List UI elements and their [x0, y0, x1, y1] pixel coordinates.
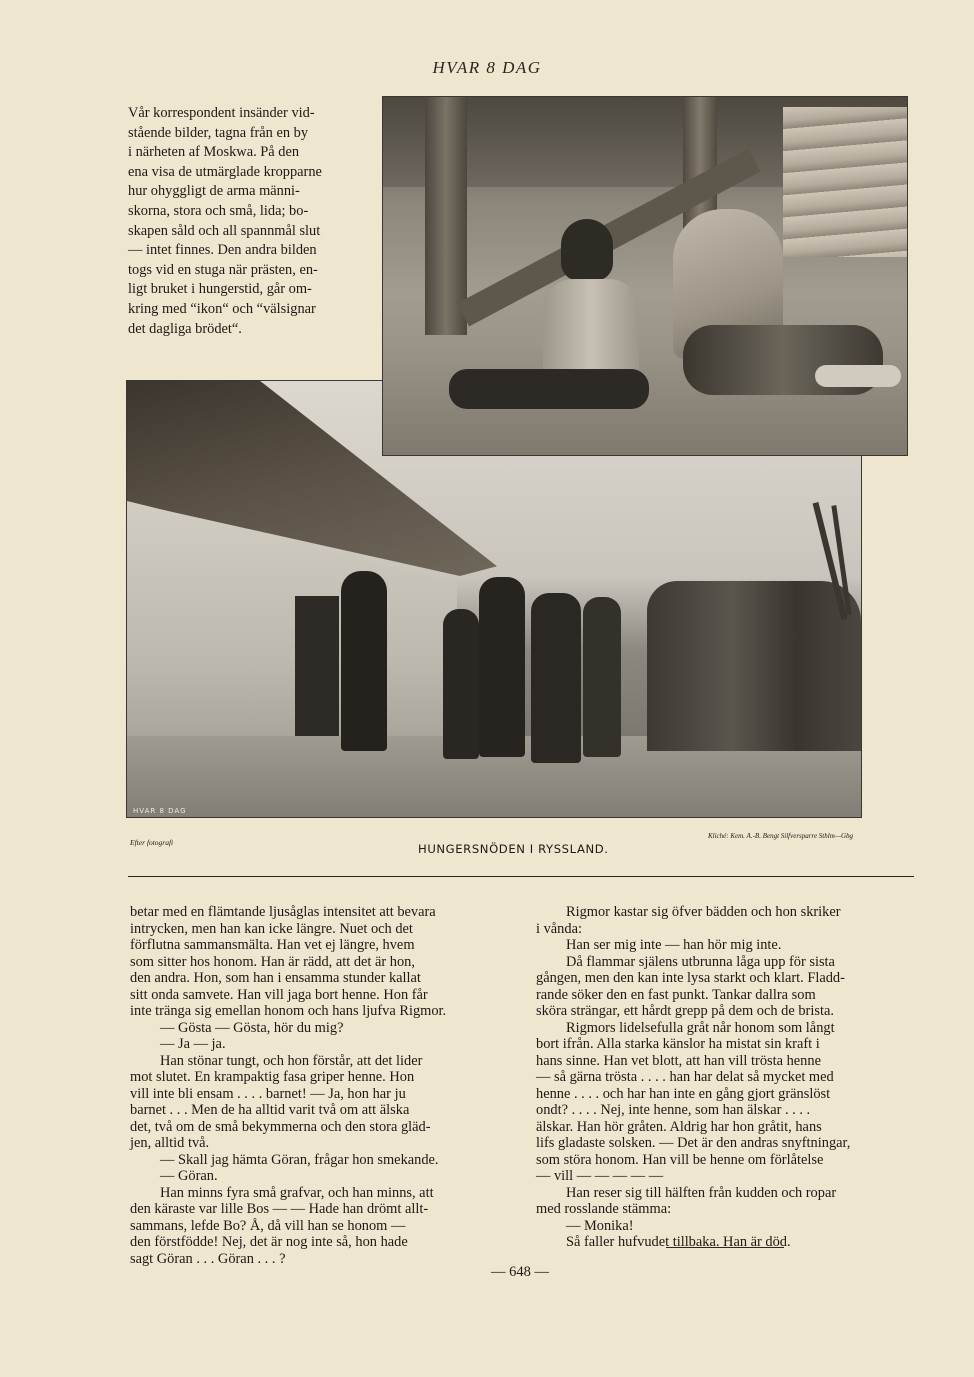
text-line: älskar. Han hör gråten. Aldrig har hon gråtit, hans: [536, 1118, 822, 1135]
text-line: som störa honom. Han vill be henne om förlåtelse: [536, 1151, 824, 1168]
text-line: sagt Göran . . . Göran . . . ?: [130, 1250, 286, 1267]
intro-text: [128, 104, 364, 339]
text-line: rande söker den en fast punkt. Tankar dallra som: [536, 986, 816, 1003]
section-divider: [128, 876, 914, 877]
text-line: hans sinne. Han vet blott, att han vill trösta henne: [536, 1052, 821, 1069]
text-line: det, två om de små bekymmerna och den stora gläd-: [130, 1118, 431, 1135]
text-line: lifs gladaste solsken. — Det är den andras snyftningar,: [536, 1135, 851, 1151]
text-line: — Monika!: [566, 1217, 634, 1234]
text-line: sköra strängar, ett hårdt grepp på dem och de brista.: [536, 1003, 834, 1019]
text-line: — så gärna trösta . . . . han har delat så mycket med: [536, 1069, 834, 1085]
intro-line: togs vid en stuga när prästen, en-: [128, 261, 318, 278]
figure-caption: HUNGERSNÖDEN I RYSSLAND.: [418, 842, 609, 856]
text-line: bort ifrån. Alla starka känslor ha mistat sin kraft i: [536, 1036, 820, 1052]
intro-line: hur ohyggligt de arma männi-: [128, 183, 300, 200]
text-line: Han minns fyra små grafvar, och han minns, att: [160, 1184, 434, 1201]
text-line: — Göran.: [160, 1168, 218, 1184]
text-line: Rigmors lidelsefulla gråt når honom som långt: [566, 1019, 835, 1036]
intro-line: stående bilder, tagna från en by: [128, 124, 309, 141]
text-line: Då flammar själens utbrunna låga upp för sista: [566, 953, 835, 970]
text-line: intrycken, men han kan icke längre. Nuet och det: [130, 920, 413, 937]
text-line: den andra. Hon, som han i ensamma stunder kallat: [130, 970, 421, 986]
left-text-column: [130, 904, 504, 1267]
text-line: sitt onda samvete. Han vill jaga bort henne. Hon får: [130, 986, 428, 1003]
text-line: den förstfödde! Nej, det är nog inte så, hon hade: [130, 1234, 408, 1250]
text-line: — Skall jag hämta Göran, frågar hon smekande.: [160, 1151, 439, 1168]
text-line: — Gösta — Gösta, hör du mig?: [160, 1019, 344, 1036]
text-line: henne . . . . och har han inte en gång gjort gränslöst: [536, 1085, 831, 1102]
text-line: mot slutet. En krampaktig fasa griper henne. Hon: [130, 1069, 415, 1085]
text-line: i vånda:: [536, 920, 582, 937]
text-line: Han stönar tungt, och hon förstår, att det lider: [160, 1052, 423, 1069]
text-line: jen, alltid två.: [130, 1135, 210, 1151]
photo-watermark: HVAR 8 DAG: [133, 807, 187, 815]
page-number: — 648 —: [491, 1264, 549, 1280]
text-line: sammans, lefde Bo? Å, då vill han se honom —: [130, 1217, 406, 1234]
text-line: — vill — — — — —: [536, 1168, 664, 1184]
intro-line: skapen såld och all spannmål slut: [128, 222, 321, 239]
starving-family-photo: [382, 96, 908, 456]
text-line: den käraste var lille Bos — — Hade han drömt allt-: [130, 1201, 429, 1217]
intro-line: i närheten af Moskwa. På den: [128, 144, 300, 161]
text-line: Rigmor kastar sig öfver bädden och hon skriker: [566, 904, 841, 920]
text-line: gången, men den kan inte lysa starkt och klart. Fladd-: [536, 970, 845, 986]
photo-credit: Efter fotografi: [130, 838, 174, 847]
text-line: Så faller hufvudet tillbaka. Han är död.: [566, 1234, 791, 1250]
engraving-credit: Kliché: Kem. A.-B. Bengt Silfversparre Sthlm—Gbg: [708, 832, 854, 840]
intro-line: det dagliga brödet“.: [128, 320, 242, 337]
text-line: Han ser mig inte — han hör mig inte.: [566, 937, 782, 953]
text-line: ondt? . . . . Nej, inte henne, som han älskar . . . .: [536, 1102, 811, 1118]
intro-line: ligt bruket i hungerstid, går om-: [128, 281, 312, 298]
text-line: — Ja — ja.: [160, 1036, 226, 1052]
intro-line: — intet finnes. Den andra bilden: [128, 242, 317, 259]
intro-line: Vår korrespondent insänder vid-: [128, 105, 315, 121]
text-line: barnet . . . Men de ha alltid varit två om att älska: [130, 1102, 410, 1118]
intro-line: kring med “ikon“ och “välsignar: [128, 300, 316, 317]
right-text-column: [536, 904, 912, 1251]
intro-line: ena visa de utmärglade kropparne: [128, 163, 322, 180]
text-line: betar med en flämtande ljusåglas intensitet att bevara: [130, 904, 436, 920]
text-line: med rosslande stämma:: [536, 1201, 672, 1217]
running-head: HVAR 8 DAG: [432, 58, 542, 77]
text-line: vill inte bli ensam . . . . barnet! — Ja, hon har ju: [130, 1085, 406, 1102]
text-line: som sitter hos honom. Han är rädd, att det är hon,: [130, 953, 415, 970]
text-line: Han reser sig till hälften från kudden och ropar: [566, 1184, 837, 1201]
end-rule: [666, 1247, 784, 1248]
text-line: inte tränga sig emellan honom och hans ljufva Rigmor.: [130, 1003, 447, 1019]
text-line: förflutna sammansmälta. Han vet ej längre, hvem: [130, 937, 415, 953]
intro-line: skorna, stora och små, lida; bo-: [128, 202, 309, 219]
